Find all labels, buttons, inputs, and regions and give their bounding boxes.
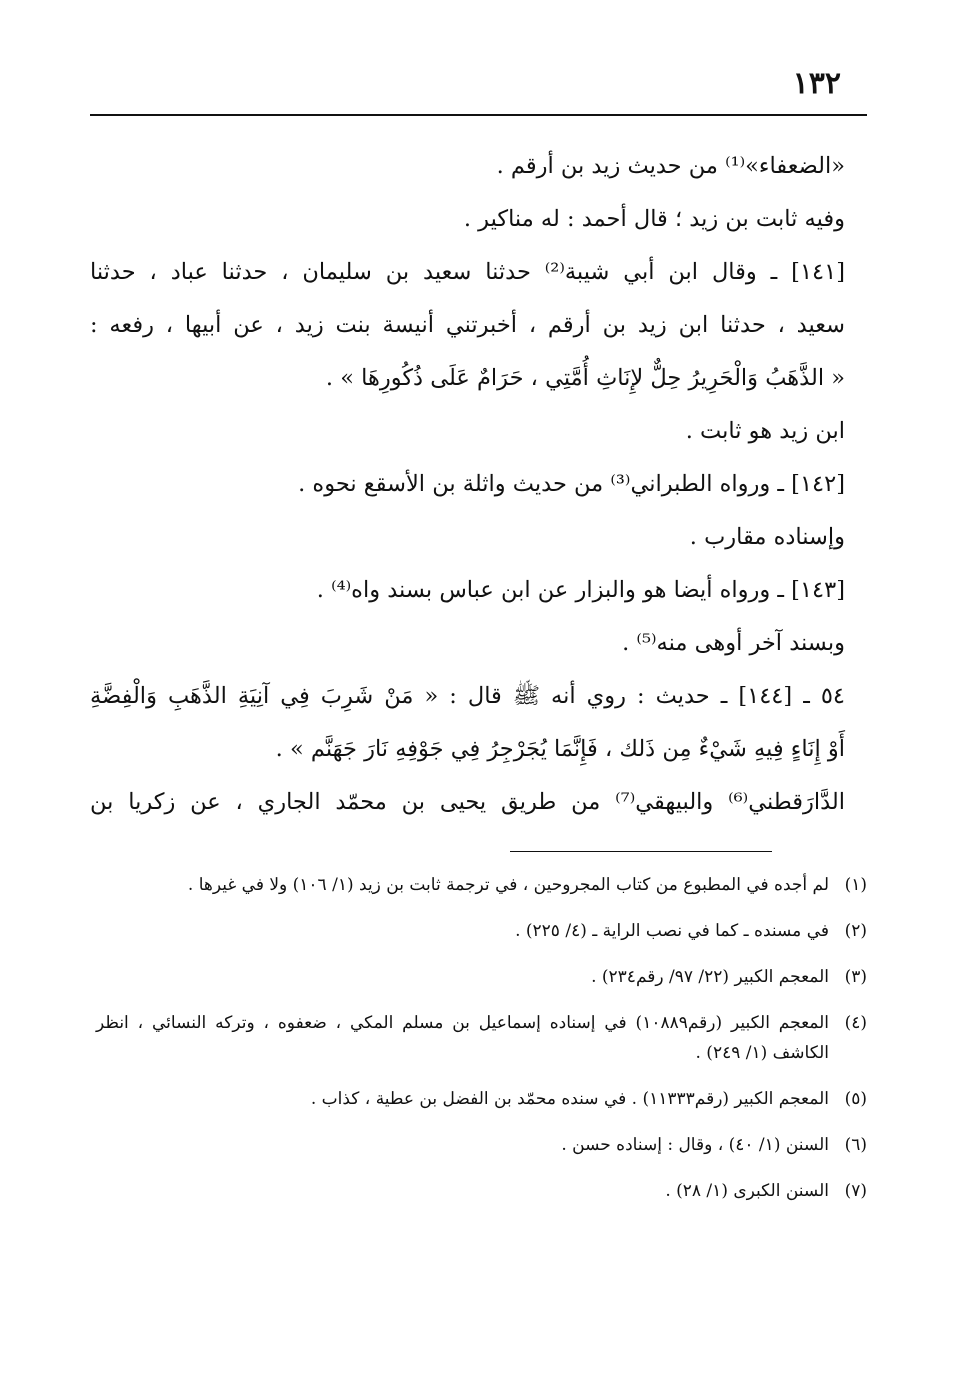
footnote [96,916,867,946]
text-line: وفيه ثابت بن زيد ؛ قال أحمد : له مناكير . [463,206,845,232]
footnote-text: المعجم الكبير (رقم١٠٨٨٩) في إسناده إسماعيل بن مسلم المكي ، ضعفوه ، وتركه النسائي ، انظر الكاشف (١/ ٢٤٩) . [96,1013,830,1063]
text-line: «الضعفاء»⁽¹⁾ من حديث زيد بن أرقم . [496,153,845,179]
main-text [90,140,845,829]
footnote [96,1084,867,1114]
footnote-number: (٤) [844,1013,867,1033]
footnote-text: المعجم الكبير (٢٢/ ٩٧/ رقم٢٣٤) . [591,967,829,987]
footnote [96,1130,867,1160]
text-line: الدَّارَقطني⁽⁶⁾ والبيهقي⁽⁷⁾ من طريق يحيى بن محمّد الجاري ، عن زكريا بن [90,789,845,815]
text-line: أَوْ إِنَاءٍ فِيهِ شَيْءٌ مِن ذَلك ، فَإِنَّمَا يُجَرْجِرُ فِي جَوْفِهِ نَارَ جَهَنَّم » . [275,736,845,762]
footnote-number: (٢) [844,921,867,941]
text-line: [١٤٣] ـ ورواه أيضا هو والبزار عن ابن عباس بسند واه⁽⁴⁾ . [316,577,845,603]
footnote-number: (٦) [844,1135,867,1155]
text-line: وإسناده مقارب . [689,524,845,550]
footnote-text: السنن (١/ ٤٠) ، وقال : إسناده حسن . [561,1135,829,1155]
footnote-number: (٣) [844,967,867,987]
header-rule [90,114,867,116]
footnote-text: المعجم الكبير (رقم١١٣٣٣) . في سنده محمّد بن الفضل بن عطية ، كذاب . [310,1089,829,1109]
footnote-text: في مسنده ـ كما في نصب الراية ـ (٤/ ٢٢٥) . [515,921,829,941]
footnote-text: السنن الكبرى (١/ ٢٨) . [665,1181,829,1201]
footnote-number: (٧) [844,1181,867,1201]
footnote-text: لم أجده في المطبوع من كتاب المجروحين ، في ترجمة ثابت بن زيد (١/ ١٠٦) ولا في غيرها . [187,875,829,895]
footnotes [96,870,867,1222]
text-line: سعيد ، حدثنا ابن زيد بن أرقم ، أخبرتني أنيسة بنت زيد ، عن أبيها ، رفعه : [90,312,845,338]
text-line: « الذَّهَبُ وَالْحَرِيرُ حِلٌّ لإِنَاثِ أُمَّتِي ، حَرَامٌ عَلَى ذُكُورِهَا » . [325,365,845,391]
text-line: ابن زيد هو ثابت . [685,418,845,444]
footnote [96,962,867,992]
footnote-number: (٥) [844,1089,867,1109]
text-line: [١٤٢] ـ ورواه الطبراني⁽³⁾ من حديث واثلة بن الأسقع نحوه . [298,471,845,497]
text-line: [١٤١] ـ وقال ابن أبي شيبة⁽²⁾ حدثنا سعيد بن سليمان ، حدثنا عباد ، حدثنا [90,259,845,285]
footnote [96,870,867,900]
page-number: ١٣٢ [792,66,841,101]
footnote [96,1176,867,1206]
text-line: ٥٤ ـ [١٤٤] ـ حديث : روي أنه ﷺ قال : « مَنْ شَرِبَ فِي آنِيَةِ الذَّهَبِ وَالْفِضَّةِ [90,683,845,709]
footnote-rule [510,851,772,852]
footnote [96,1008,867,1068]
footnote-number: (١) [844,875,867,895]
text-line: وبسند آخر أوهى منه⁽⁵⁾ . [622,630,845,656]
